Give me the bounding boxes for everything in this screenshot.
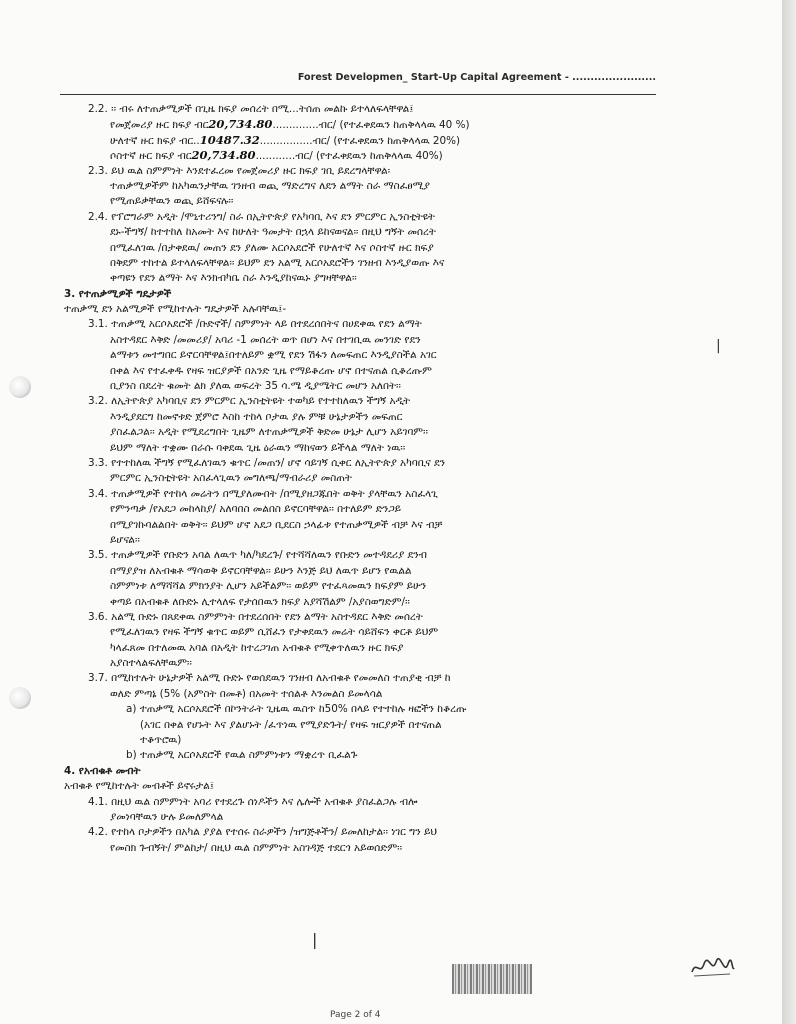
line-prefix: ሶስተኛ ዙር ክፍያ ብር — [110, 150, 192, 163]
text-line: ይሆናል፡፡ — [110, 533, 140, 546]
text-line — [64, 133, 674, 148]
line-suffix: ................ብር/ (የተፈቀደዉን ከጠቅላላዉ 20%) — [259, 134, 461, 147]
text-line: ቢያንስ በደረት ቁመት ልክ ያለዉ ወፍረት 35 ሳ.ሜ ዲያሜትር መሆን አለበት፡፡ — [110, 380, 401, 393]
text-line: የሚፈለገዉን የዛፍ ችግኝ ቁጥር ወይም ሲሸፈን የታቀደዉን መሬት ሳይሸፍን ቀርቶ ይህም — [110, 626, 439, 639]
text-line: a) ተጠቃሚ አርሶአደሮች በኮንትራት ጊዜዉ ዉስጥ ከ50% በላይ የተተከሉ ዛፎችን ከቆረጡ — [126, 703, 467, 716]
text-line: ስምምነቱ ለማሻሻል ምክንያት ሊሆን አይችልም፡፡ ወይም የተፈጻመዉን ክፍያም ይሁን — [110, 580, 427, 593]
line-suffix: ..............ብር/ (የተፈቀደዉን ከጠቅላላዉ 40 %) — [272, 119, 470, 132]
text-line: ይህም ማለት ተቋሙ በራሱ ባቀደዉ ጊዜ ዕራዉን ማከናወን ይችላል ማለት ነዉ፡፡ — [110, 441, 406, 454]
text-line: ቀጣይ በአብቁቶ ለቡድኑ ሊተላለፍ የታሰበዉን ክፍያ አያሻሽልም /አያስወግድም/፡፡ — [110, 595, 410, 608]
text-line: 3.6. አልሚ ቡድኑ በጸደቀዉ ስምምነት በተደረሰበት የደን ልማት አስተዳደር እቅድ መሰረት — [88, 610, 423, 623]
text-line: b) ተጠቃሚ አርሶአደሮች የዉል ስምምነቱን ማቋረጥ ቢፈልጉ — [126, 749, 358, 762]
page-number: Page 2 of 4 — [330, 1010, 381, 1020]
line-prefix: ሁለተኛ ዙር ክፍያ ብር.. — [110, 134, 200, 147]
page-edge-shadow — [782, 0, 796, 1024]
text-line: ተቆጥሮዉ) — [140, 734, 182, 747]
text-line: በቀል እና የተፈቀዱ የዛፍ ዝርያዎች በአንድ ጊዜ የማይቆረጡ ሆኖ በተናጠል ሲቆረጡም — [110, 364, 432, 377]
punch-hole-top — [9, 376, 31, 398]
text-line: 3.5. ተጠቃሚዎች የቡድን አባል ለዉጥ ካለ/ካደረጉ/ የተሻሻለዉን የቡድን መተዳደሪያ ደንብ — [88, 549, 427, 562]
margin-tick-mark: | — [716, 338, 721, 354]
handwritten-amount: 20,734.80 — [191, 148, 256, 163]
text-line: 3.1. ተጠቃሚ አርሶአደሮች /ቡድኖች/ ስምምነት ላይ በተደረሰበትና በሀደቀዉ የደን ልማት — [88, 318, 422, 331]
text-line: 2.2. ፡፡ ብሩ ለተጠቃሚዎች በጊዜ ክፍያ መሰረት በሚ...ትሰጠ መልኩ ይተላለፍላቸዋል፤ — [88, 103, 414, 115]
text-line: 2.4. የፕሮግራም አዲት /ሞኒተሪንግ/ ስራ በኢትዮጵያ የአካባቢ እና ደን ምርምር ኢንስቲትዩት — [88, 210, 435, 223]
punch-hole-bottom — [9, 687, 31, 709]
text-line: በቅደም ተከተል ይተላለፍላቸዋል፡፡ ይህም ደን አልሚ አርሶአደሮችን ገንዘብ እንዲያወጡ እና — [110, 256, 445, 269]
text-line: እንዲያደርግ ከመኖቱድ ጀምሮ እስከ ተከላ ቦታዉ ያሉ ምቹ ሁኔታዎችን መፍጠር — [110, 410, 403, 423]
text-line: ደኑ-ችግኝ/ ከተተከለ ከአመት እና ከሁለት ዓመታት በኋላ ይከናወናል፡፡ በዚህ ግኝት መሰረት — [110, 226, 436, 239]
line-prefix: የመጀመሪያ ዙር ክፍያ ብር — [110, 119, 209, 132]
text-line: ካላፈጸመ በተለመዉ አባል በአዲት ከተረጋገጠ አብቁቶ የሚቀጥለዉን ዙር ክፍያ — [110, 641, 404, 654]
text-line: በማያያዝ ለአብቁቶ ማሳወቅ ይኖርባቸዋል፡፡ ይሁን እንጅ ይህ ለዉጥ ይሆን የዉልል — [110, 564, 412, 577]
stray-mark: | — [312, 930, 318, 949]
text-line: 4.2. የተከላ ቦታዎችን በአካል ያያል የተሰሩ ስራዎችን /ዝግጅቶችን/ ይመለከታል፡፡ ነገር ግን ይህ — [88, 826, 437, 839]
text-line: 3.2. ለኢትዮጵያ አካባቢና ደን ምርምር ኢንስቲትዩት ተወካይ የተተከለዉን ችግኝ አዲት — [88, 395, 411, 408]
text-line — [64, 117, 674, 132]
text-line: የመስክ ጉብኝት/ ምልከታ/ በዚህ ዉል ስምምነት አስገዳጅ ተደርጎ አይወሰድም፡፡ — [110, 841, 403, 854]
line-suffix: ............ብር/ (የተፈቀደዉን ከጠቅላላዉ 40%) — [255, 150, 443, 163]
text-line: ያስፈልጋል፡፡ አዲት የሚደረግበት ጊዜም ለተጠቃሚዎች ቅድመ ሁኔታ ሊሆን አይገባም፡፡ — [110, 426, 428, 439]
text-line: ያመነባቸዉን ሁሉ ይመለምላል — [110, 810, 224, 823]
section-heading: 4. የአብቁቶ መብት — [64, 764, 141, 777]
text-line: የሚጠይቃቸዉን ወጪ ይሸፍናሉ፡፡ — [110, 195, 234, 208]
text-line — [64, 148, 674, 163]
text-line: አስተዳደር እቅድ /መመሪያ/ አባሪ -1 መሰረት ወጥ በሆነ እና በተገቢዉ መንገድ የደን — [110, 333, 421, 346]
document-body — [64, 102, 674, 856]
text-line: የምንጣቃ /የአደጋ መከላከያ/ አለባበስ መልበስ ይኖርባቸዋል፡፡ በተለይም ድንጋይ — [110, 503, 402, 516]
text-line: ተጠቃሚዎችም ከአካዉንታቸዉ ገንዘብ ወጪ ማድረግና ለደን ልማት ስራ ማስፈፀሚያ — [110, 179, 430, 192]
handwritten-amount: 10487.32 — [199, 132, 260, 147]
text-line: 2.3. ይህ ዉል ስምምነት እንደተፈረመ የመጀመሪያ ዙር ክፍያ ገቢ ይደረግላቸዋል፡ — [88, 164, 391, 177]
text-line: ተጠቃሚ ደን አልሚዎች የሚከተሉት ግዴታዎች አሉባቸዉ፤- — [64, 303, 287, 316]
signature-scribble — [688, 950, 736, 982]
text-line: በሚፈለገዉ /በታቀደዉ/ መጠን ደን ያለሙ አርሶአደሮች የሁለተኛ እና ሶስተኛ ዙር ክፍያ — [110, 241, 434, 254]
section-heading: 3. የተጠቃሚዎች ግዴታዎች — [64, 287, 172, 300]
text-line: ምርምር ኢንስቲትዩት አስፈላጊዉን መግለጫ/ማብራሪያ መስጠት — [110, 472, 352, 485]
text-line: አብቁቶ የሚከተሉት መብቶች ይኖሩታል፤ — [64, 780, 215, 793]
handwritten-amount: 20,734.80 — [208, 117, 273, 132]
text-line: ወለድ ምጣኔ (5% (አምስት በመቶ) በአመት ተሰልቶ እንመልስ ይመላሳል — [110, 687, 383, 700]
text-line: ቀጣዩን የደን ልማት እና እንክብካቤ ስራ እንዲያከናዉኑ ያግዛቸዋል፡፡ — [110, 272, 357, 285]
text-line: 4.1. በዚህ ዉል ስምምነት አባሪ የተደረጉ ሰነዶችን እና ሌሎች አብቁቶ ያስፈልጋሉ ብሎ — [88, 795, 418, 808]
running-header — [60, 72, 656, 95]
text-line: አያስተላልፍለቸዉም፡፡ — [110, 657, 192, 670]
text-line: 3.4. ተጠቃሚዎች የተከላ መሬትን በሚያለሙበት /በሚያዘጋጁበት ወቅት ያላቸዉን አስፈላጊ — [88, 487, 438, 500]
text-line: 3.3. የተተከለዉ ችግኝ የሚፈለገዉን ቁጥር /መጠን/ ሆኖ ሳይገኝ ሲቀር ለኢትዮጵያ አካባቢና ደን — [88, 456, 446, 469]
text-line: (አገር በቀል የሆኑት እና ያልሆኑት /ፈጥነዉ የሚያድጉት/ የዛፍ ዝርያዎች በተናጠል — [140, 718, 442, 731]
text-line: ልማቱን መተግበር ይኖርባቸዋል፤በተለይም ቋሚ የደን ሽፋን ለመፍጠር እንዲያስችል አገር — [110, 349, 437, 362]
header-title: Forest Developmen_ Start-Up Capital Agreement - ....................... — [297, 72, 656, 83]
text-line: በሚያገኩባልልበት ወቅት፡፡ ይህም ሆኖ አደጋ ቢደርስ ኃላፊቱ የተጠቃሚዎች ብቻ እና ብቻ — [110, 518, 443, 531]
scanned-stamp-smudge — [452, 964, 532, 994]
text-line: 3.7. በሚከተሉት ሁኔታዎች አልሚ ቡድኑ የወሰደዉን ገንዘብ ለአብቁቶ የመመለስ ተጠያቂ ብቻ ከ — [88, 672, 451, 685]
